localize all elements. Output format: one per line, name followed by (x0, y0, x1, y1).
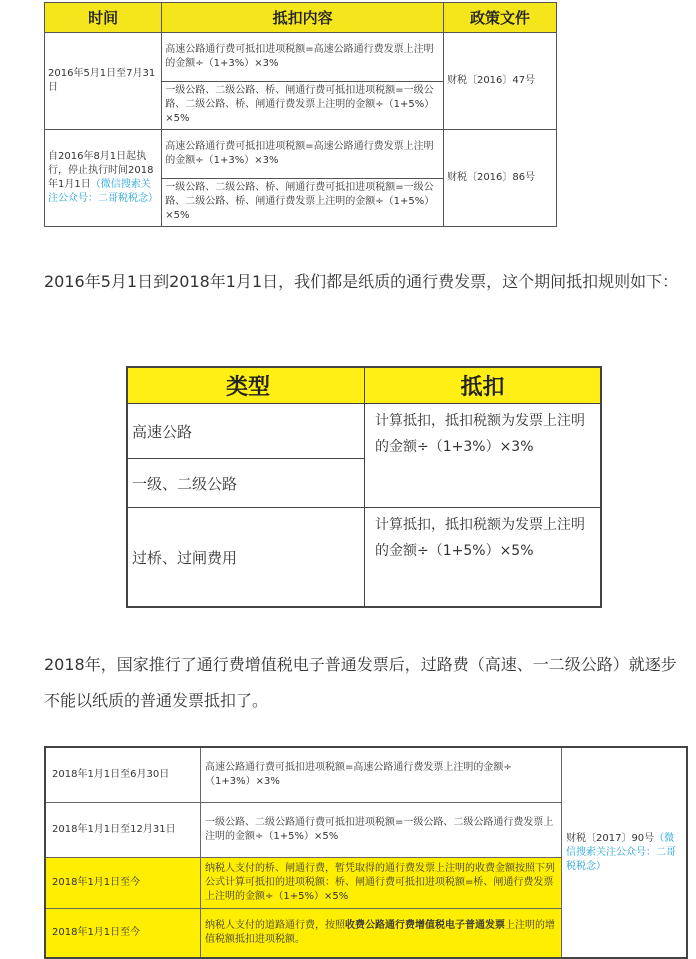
type-cell: 过桥、过闸费用 (127, 508, 365, 608)
header-time: 时间 (45, 3, 162, 33)
period-cell: 2018年1月1日至今 (45, 858, 201, 909)
deduction-rule-table (126, 366, 602, 608)
policy-cell: 财税〔2016〕86号 (443, 130, 556, 227)
rule-text: 上注明的增值税额抵扣进项税额。 (205, 920, 555, 945)
paragraph-paper-invoice: 2016年5月1日到2018年1月1日，我们都是纸质的通行费发票，这个期间抵扣规则如下： (44, 272, 679, 291)
type-cell: 高速公路 (127, 404, 365, 459)
rule-cell: 纳税人支付的桥、闸通行费，暂凭取得的通行费发票上注明的收费金额按照下列公式计算可抵扣的进项税额：桥、闸通行费可抵扣进项税额=桥、闸通行费发票上注明的金额÷（1+5%）×5% (201, 858, 562, 909)
rule-cell: 一级公路、二级公路、桥、闸通行费可抵扣进项税额=一级公路、二级公路、桥、闸通行费发票上注明的金额÷（1+5%）×5% (162, 178, 444, 227)
period-cell: 2018年1月1日至今 (45, 909, 201, 959)
period-cell: 2018年1月1日至12月31日 (45, 803, 201, 858)
policy-cell (562, 747, 688, 958)
table-row (127, 404, 601, 459)
policy-text: 财税〔2017〕90号 (566, 832, 655, 844)
type-cell: 一级、二级公路 (127, 459, 365, 508)
rule-cell (201, 909, 562, 959)
policy-cell: 财税〔2016〕47号 (443, 33, 556, 130)
wechat-tip: （微信搜索关注公众号：二哥税税念） (566, 832, 676, 872)
table-header-row (127, 367, 601, 404)
table-row (45, 130, 557, 179)
rule-cell: 高速公路通行费可抵扣进项税额=高速公路通行费发票上注明的金额÷（1+3%）×3% (201, 747, 562, 803)
rule-cell: 一级公路、二级公路通行费可抵扣进项税额=一级公路、二级公路通行费发票上注明的金额÷（1+5%）×5% (201, 803, 562, 858)
header-deduction: 抵扣 (365, 367, 602, 404)
table-row (127, 508, 601, 608)
policy-table-2016 (44, 2, 557, 227)
period-text: 自2016年8月1日起执行，停止执行时间2018年1月1日 (48, 151, 154, 190)
rule-3pct-cell: 计算抵扣，抵扣税额为发票上注明的金额÷（1+3%）×3% (365, 404, 602, 508)
period-cell: 2018年1月1日至6月30日 (45, 747, 201, 803)
period-cell: 2016年5月1日至7月31日 (45, 33, 162, 130)
rule-cell: 高速公路通行费可抵扣进项税额=高速公路通行费发票上注明的金额÷（1+3%）×3% (162, 33, 444, 82)
rule-5pct-cell: 计算抵扣，抵扣税额为发票上注明的金额÷（1+5%）×5% (365, 508, 602, 608)
rule-emphasis: 收费公路通行费增值税电子普通发票 (345, 920, 505, 931)
table-header-row (45, 3, 557, 33)
header-content: 抵扣内容 (162, 3, 444, 33)
header-policy: 政策文件 (443, 3, 556, 33)
policy-table-2018 (44, 746, 688, 959)
period-cell (45, 130, 162, 227)
wechat-tip: （微信搜索关注公众号：二哥税税念） (48, 179, 158, 204)
header-type: 类型 (127, 367, 365, 404)
rule-cell: 高速公路通行费可抵扣进项税额=高速公路通行费发票上注明的金额÷（1+3%）×3% (162, 130, 444, 179)
table-row (45, 747, 687, 803)
rule-text: 纳税人支付的道路通行费，按照 (205, 920, 345, 931)
paragraph-e-invoice: 2018年，国家推行了通行费增值税电子普通发票后，过路费（高速、一二级公路）就逐步不能以纸质的普通发票抵扣了。 (44, 655, 677, 710)
rule-cell: 一级公路、二级公路、桥、闸通行费可抵扣进项税额=一级公路、二级公路、桥、闸通行费发票上注明的金额÷（1+5%）×5% (162, 81, 444, 130)
table-row (45, 33, 557, 82)
